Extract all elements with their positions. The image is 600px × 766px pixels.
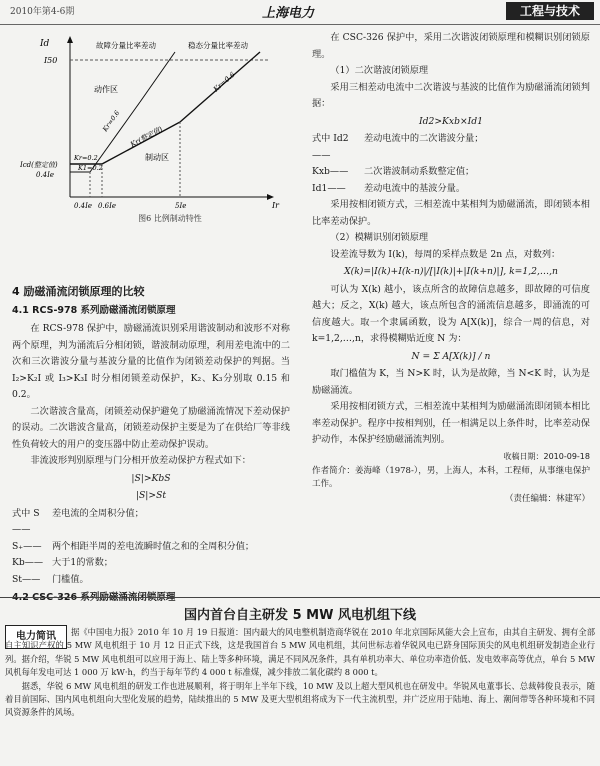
paragraph: 在 CSC-326 保护中，采用二次谐波闭锁原理和模糊识别闭锁原理。 xyxy=(312,32,590,60)
def-text: 两个相距半周的差电流瞬时值之和的全周积分值； xyxy=(52,540,255,552)
page-header xyxy=(0,0,600,25)
subheading: （1）二次谐波闭锁原理 xyxy=(330,65,429,76)
paragraph: 采用按相闭锁方式，三相差流中某相判为励磁涌流即闭锁本相比率差动保护。程序中按相判别，任一相满足以上条件时，比率差动保护动作，本保护经励磁涌流判别。 xyxy=(312,401,590,445)
def-text: 二次谐波制动系数整定值； xyxy=(364,166,475,177)
def-term: St—— xyxy=(12,573,41,585)
news-paragraph: 据《中国电力报》2010 年 10 月 19 日报道：国内最大的风电整机制造商华锐在 2010 年北京国际风能大会上宣布，由其自主研发、拥有全部自主知识产权的 5 MW 风电机组于 10 月 12 日正式下线，这是我国首台 5 MW 风电机组，其问世标志着华锐风电已跻身国际顶尖的风电机组研发制造企业行列。据介绍，华锐 5 MW 风电机组可以应用于海上、陆上等多种环境，满足不同风况条件，具有单机功率大、单位功率造价低、发电效率高等优点，单台 5 MW 风机每年发电可达 1 000 万 kW·h，约当于每年节约 4 000 t 标准煤，减少排放二氧化碳约 8 000 t。 xyxy=(5,627,595,678)
x-axis-label: Ir xyxy=(272,201,279,210)
ratio-brake-figure xyxy=(20,32,290,212)
section-4-1-title: 4.1 RCS-978 系列励磁涌流闭锁原理 xyxy=(12,304,176,316)
paragraph: 采用按相闭锁方式，三相差流中某相判为励磁涌流，即闭锁本相比率差动保护。 xyxy=(312,199,590,227)
def-text: 差动电流中的二次谐波分量； xyxy=(364,133,484,144)
paragraph: 采用三相差动电流中二次谐波与基波的比值作为励磁涌流闭锁判据： xyxy=(312,81,590,109)
formula: N = Σ A[X(k)] / n xyxy=(411,350,491,362)
issue-label: 2010年第4-6期 xyxy=(10,7,75,17)
region-brake: 制动区 xyxy=(145,153,169,162)
left-column xyxy=(12,278,290,609)
label-k-low: Kr=0.2 xyxy=(74,154,98,162)
editor-note: （责任编辑：林建军） xyxy=(504,494,590,504)
formula: |S|>KbS xyxy=(131,472,171,484)
author-bio: 作者简介：姜海峰（1978-），男，上海人，本科，工程师，从事继电保护工作。 xyxy=(312,466,590,489)
news-body xyxy=(5,626,595,720)
paragraph: 取门槛值为 K，当 N>K 时，认为是故障，当 N<K 时，认为是励磁涌流。 xyxy=(312,368,590,396)
x-tick-06: 0.6Ie xyxy=(98,202,117,210)
paragraph: 在 RCS-978 保护中，励磁涌流识别采用谐波制动和波形不对称两个原理，判为涌流后分相闭锁，谐波制动原理，利用差电流中的二次和三次谐波分量与基波分量的比值作为闭锁差动保护的判据。当 I₂>K₂I 或 I₃>K₃I 时分相闭锁差动保护，K₂、K₃分别取 0.15 和 0.2。 xyxy=(12,323,290,400)
definition-list xyxy=(312,131,590,197)
def-text: 大于1的常数； xyxy=(52,557,113,568)
paragraph: 非流波形判别原理与门分相开放差动保护方程式如下： xyxy=(30,455,251,466)
def-term: Kb—— xyxy=(12,557,44,568)
formula: |S|>St xyxy=(135,490,167,501)
section-divider xyxy=(0,597,600,598)
label-k-tuned: Kr(整定值) xyxy=(129,125,164,149)
news-title: 国内首台自主研发 5 MW 风电机组下线 xyxy=(184,608,416,623)
def-term: 式中 S—— xyxy=(12,507,40,535)
def-text: 差电流的全周积分值； xyxy=(52,507,144,519)
paragraph: 设差流导数为 I(k)，每周的采样点数是 2n 点，对数列： xyxy=(330,248,561,260)
x-tick-04: 0.4Ie xyxy=(74,202,93,210)
y-tick-04: 0.4Ie xyxy=(36,171,55,179)
x-tick-5: 5Ie xyxy=(175,202,187,210)
label-fault-diff: 故障分量比率差动 xyxy=(96,41,156,50)
definition-list xyxy=(12,506,290,589)
formula: X(k)=|I(k)+I(k-n)|/[|I(k)|+|I(k+n)|], k=1,2,…,n xyxy=(344,266,558,277)
def-term: Kxb—— xyxy=(312,166,349,177)
y-tick-icd: Icd(整定值) xyxy=(20,161,58,169)
def-term: Id1—— xyxy=(312,182,346,194)
x-axis-arrow xyxy=(267,194,274,200)
y-axis-arrow xyxy=(67,36,73,43)
right-column xyxy=(312,30,590,508)
def-term: S₊—— xyxy=(12,540,42,552)
label-steady-diff: 稳态分量比率差动 xyxy=(188,41,248,50)
def-term: 式中 Id2—— xyxy=(312,133,349,161)
section-4-2-title: 4.2 CSC-326 系列励磁涌流闭锁原理 xyxy=(12,592,176,603)
journal-name: 上海电力 xyxy=(262,6,315,21)
paragraph: 可认为 X(k) 越小，该点所含的故障信息越多，即故障的可信度越大；反之，X(k) 越大，该点所包含的涌流信息越多，即涌流的可信度越大。取一个隶属函数，设为 A[X(k)]，综合一周的信息，对 k=1,2,…,n，求得模糊贴近度 N 为： xyxy=(312,283,590,344)
figure-caption: 图6 比例制动特性 xyxy=(138,214,202,223)
paragraph: 二次谐波含量高，闭锁差动保护避免了励磁涌流情况下差动保护的误动。二次谐波含量高，闭锁差动保护主要是为了在供给厂等非线性负荷较大的用户的变压器中防止差动保护误动。 xyxy=(12,405,290,450)
label-k1: K1=0.2 xyxy=(78,164,103,172)
label-k-high: Kr=0.6 xyxy=(212,70,237,94)
formula: Id2>Kxb×Id1 xyxy=(418,115,484,127)
label-kr06: Kr=0.6 xyxy=(101,109,122,134)
def-text: 门槛值。 xyxy=(52,573,89,585)
def-text: 差动电流中的基波分量。 xyxy=(364,182,466,194)
y-tick-i50: I50 xyxy=(44,56,58,65)
news-paragraph: 据悉，华锐 6 MW 风电机组的研发工作也进展顺利，将于明年上半年下线，10 MW 及以上超大型风机也在研发中。华锐风电董事长、总裁韩俊良表示，随着目前国际、国内风电机组向大型化发展的趋势，陆续推出的 5 MW 及更大型机组将成为下一代主流机型，并广泛应用于陆地、海上、潮间带等各种环境和不同风资源条件的风场。 xyxy=(5,680,595,718)
y-axis-label: Id xyxy=(40,39,50,49)
received-date: 收稿日期：2010-09-18 xyxy=(503,451,590,461)
news-logo: 电力简讯 xyxy=(5,625,67,649)
section-badge: 工程与技术 xyxy=(506,2,594,20)
region-operate: 动作区 xyxy=(94,85,118,94)
section-4-title: 4 励磁涌流闭锁原理的比较 xyxy=(12,285,145,298)
subheading: （2）模糊识别闭锁原理 xyxy=(330,232,429,243)
